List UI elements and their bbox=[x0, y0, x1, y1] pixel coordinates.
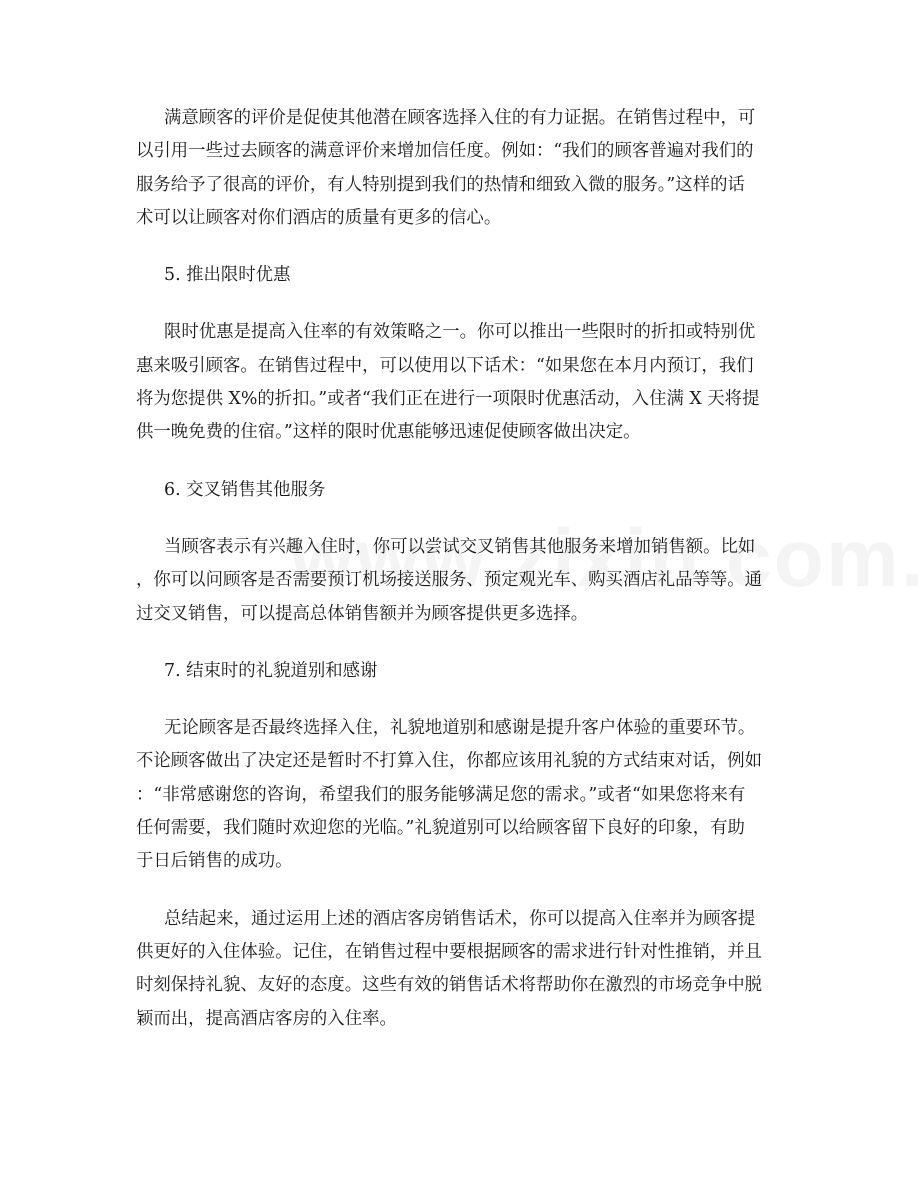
paragraph-cross-selling bbox=[136, 531, 784, 631]
text-line: 满意顾客的评价是促使其他潜在顾客选择入住的有力证据。在销售过程中，可 bbox=[164, 108, 756, 128]
text-line: 将为您提供 X%的折扣。”或者“我们正在进行一项限时优惠活动，入住满 X 天将提 bbox=[136, 389, 760, 410]
text-line: 任何需要，我们随时欢迎您的光临。”礼貌道别可以给顾客留下良好的印象，有助 bbox=[136, 818, 745, 839]
text-line: 术可以让顾客对你们酒店的质量有更多的信心。 bbox=[136, 207, 502, 228]
text-line: 服务给予了很高的评价，有人特别提到我们的热情和细致入微的服务。”这样的话 bbox=[136, 174, 745, 195]
text-line: 颖而出，提高酒店客房的入住率。 bbox=[136, 1008, 397, 1029]
text-line: 当顾客表示有兴趣入住时，你可以尝试交叉销售其他服务来增加销售额。比如 bbox=[164, 536, 756, 557]
section-heading-6: 6. 交叉销售其他服务 bbox=[164, 479, 326, 500]
paragraph-polite-farewell bbox=[136, 712, 784, 878]
text-line: ，你可以问顾客是否需要预订机场接送服务、预定观光车、购买酒店礼品等等。通 bbox=[136, 570, 763, 591]
text-line: ：“非常感谢您的咨询，希望我们的服务能够满足您的需求。”或者“如果您将来有 bbox=[136, 784, 746, 805]
paragraph-limited-offer bbox=[136, 316, 784, 449]
text-line: 惠来吸引顾客。在销售过程中，可以使用以下话术：“如果您在本月内预订，我们 bbox=[136, 355, 754, 376]
section-heading-7: 7. 结束时的礼貌道别和感谢 bbox=[164, 660, 378, 681]
section-heading-5: 5. 推出限时优惠 bbox=[164, 265, 291, 286]
text-line: 无论顾客是否最终选择入住，礼貌地道别和感谢是提升客户体验的重要环节。 bbox=[164, 718, 756, 739]
text-line: 时刻保持礼貌、友好的态度。这些有效的销售话术将帮助你在激烈的市场竞争中脱 bbox=[136, 975, 763, 996]
text-line: 供更好的入住体验。记住，在销售过程中要根据顾客的需求进行针对性推销，并且 bbox=[136, 941, 763, 962]
document-body bbox=[136, 102, 784, 1060]
text-line: 以引用一些过去顾客的满意评价来增加信任度。例如：“我们的顾客普遍对我们的 bbox=[136, 141, 754, 162]
text-line: 于日后销售的成功。 bbox=[136, 851, 293, 872]
text-line: 不论顾客做出了决定还是暂时不打算入住，你都应该用礼貌的方式结束对话，例如 bbox=[136, 751, 763, 772]
paragraph-conclusion bbox=[136, 903, 784, 1036]
text-line: 限时优惠是提高入住率的有效策略之一。你可以推出一些限时的折扣或特别优 bbox=[164, 322, 756, 343]
paragraph-customer-reviews bbox=[136, 102, 784, 235]
text-line: 总结起来，通过运用上述的酒店客房销售话术，你可以提高入住率并为顾客提 bbox=[164, 908, 756, 929]
text-line: 供一晚免费的住宿。”这样的限时优惠能够迅速促使顾客做出决定。 bbox=[136, 422, 641, 443]
text-line: 过交叉销售，可以提高总体销售额并为顾客提供更多选择。 bbox=[136, 603, 589, 624]
